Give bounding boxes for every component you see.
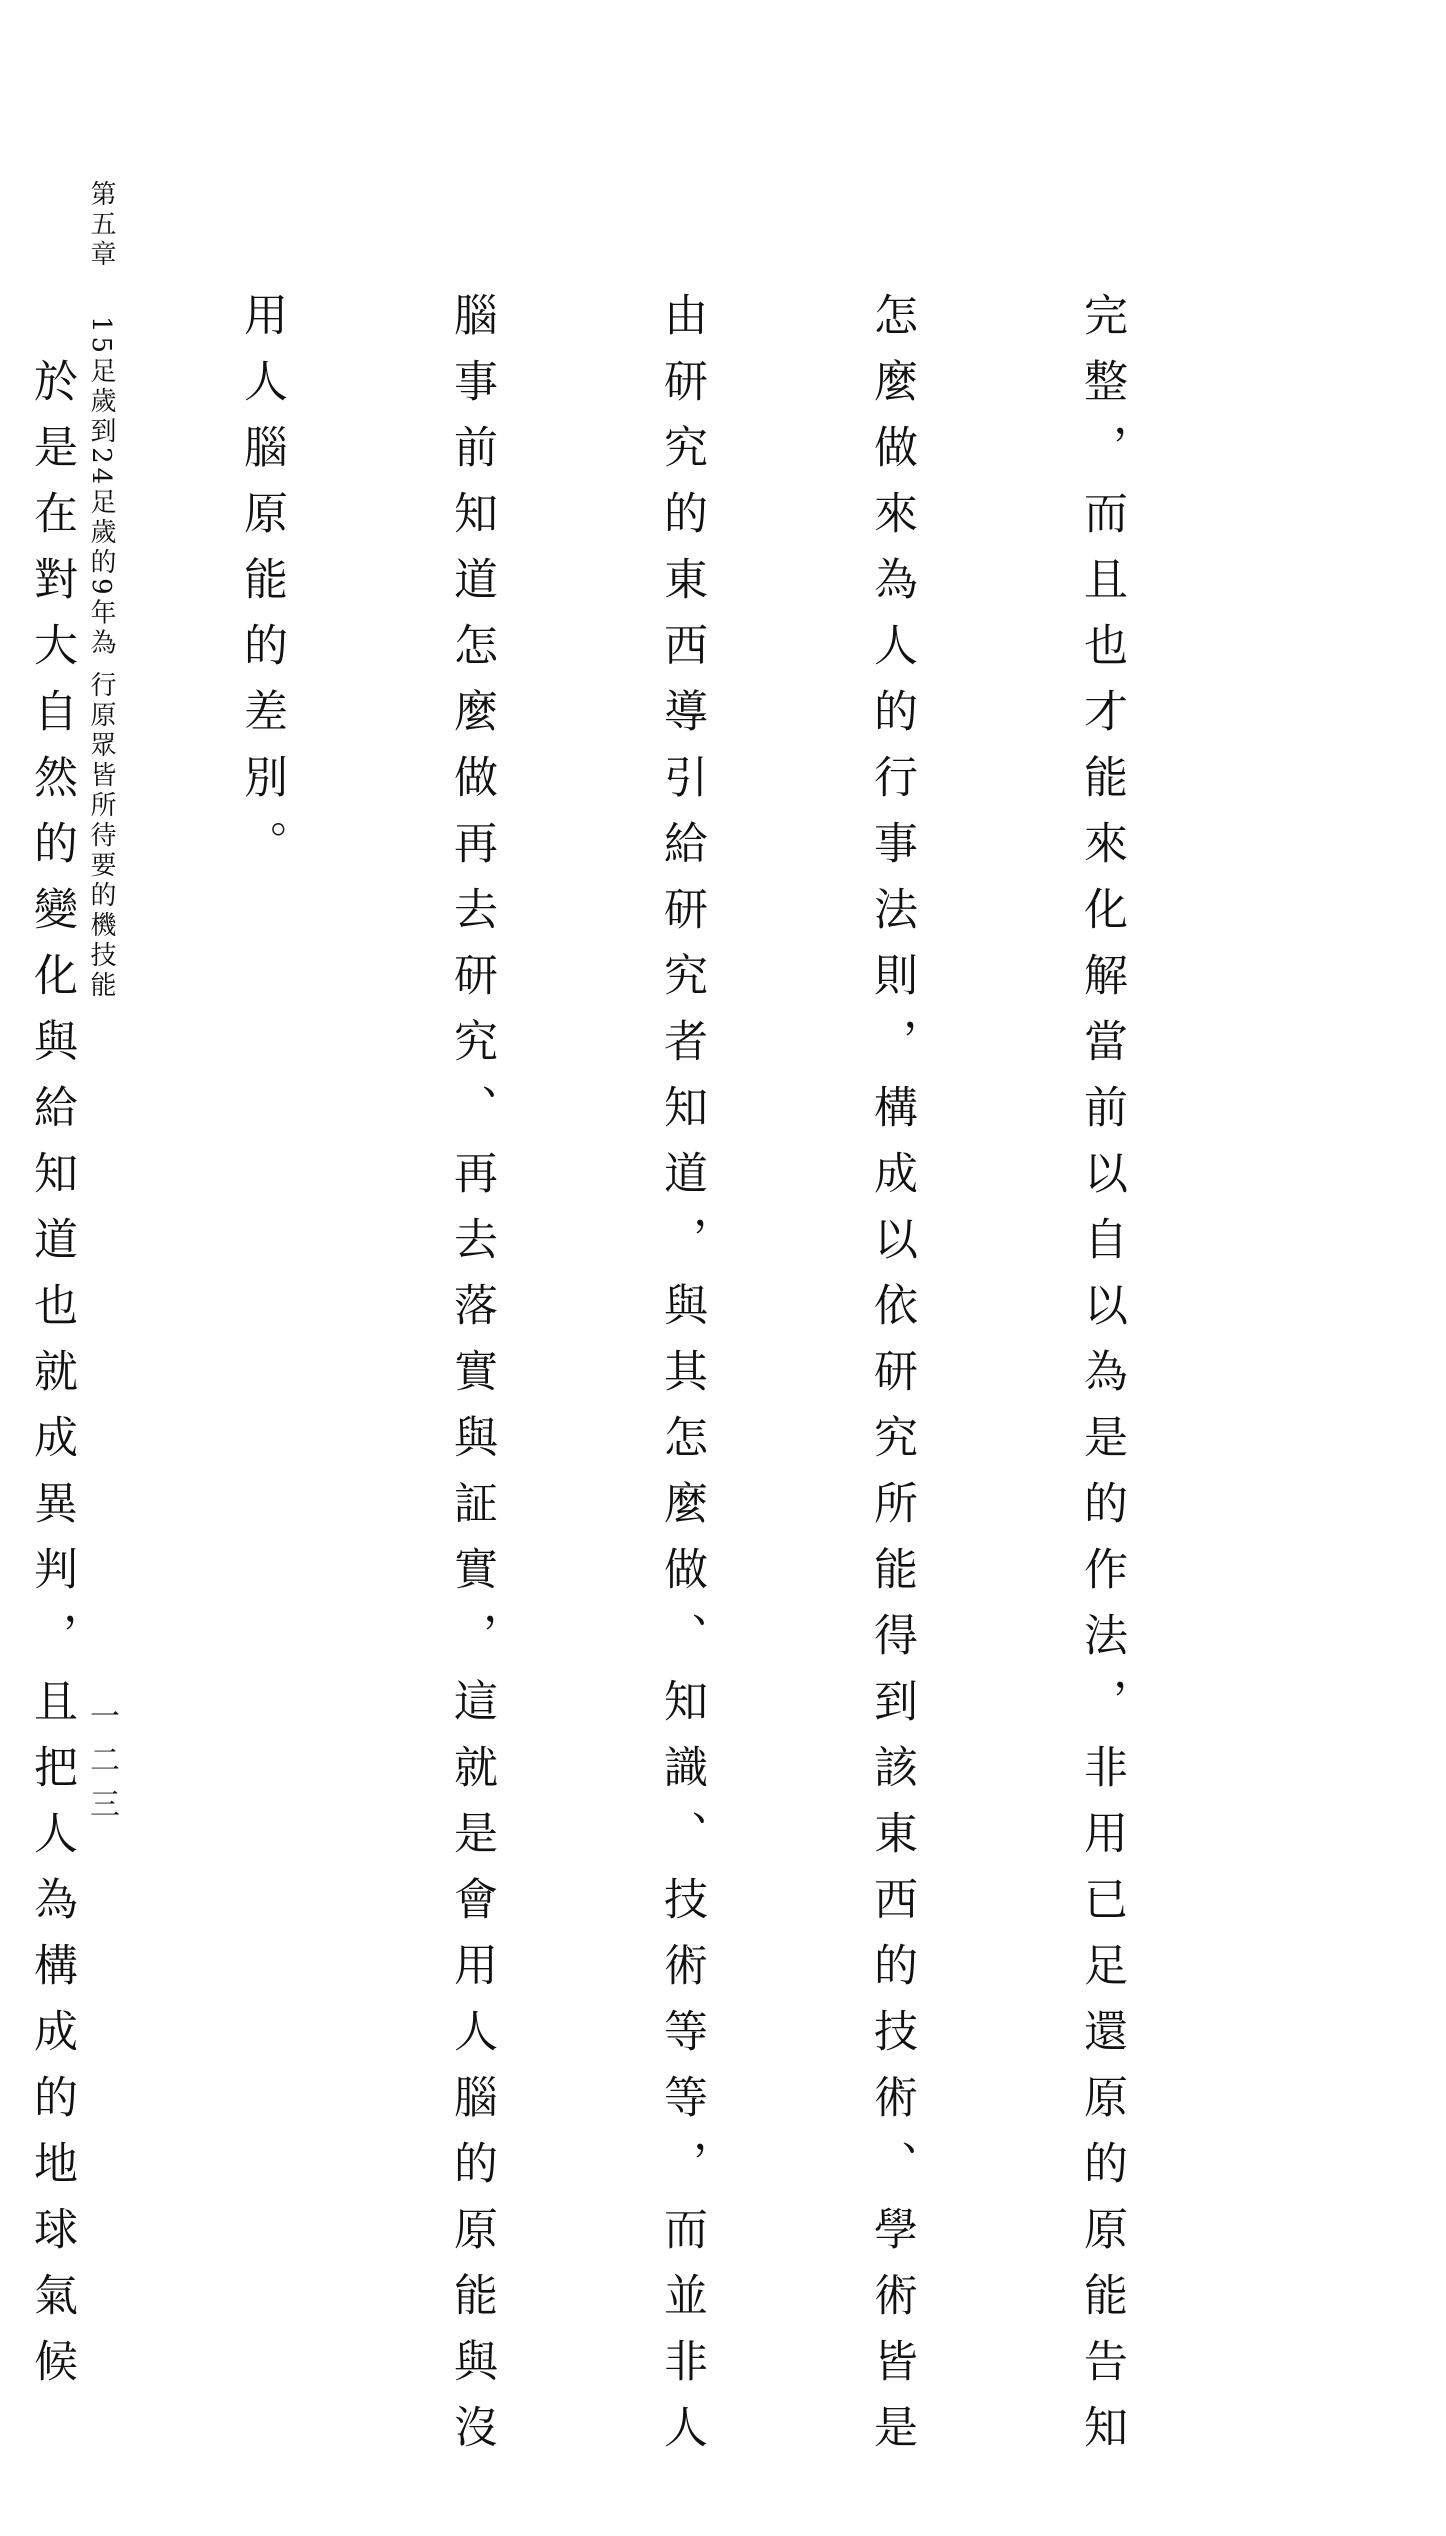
text-column: 怎麼做來為人的行事法則，構成以依研究所能得到該東西的技術、學術皆是	[866, 292, 917, 2470]
text-column: 腦事前知道怎麼做再去研究、再去落實與証實，這就是會用人腦的原能與沒	[446, 292, 497, 2470]
text-column: 用人腦原能的差別。	[236, 292, 287, 886]
text-column: 於是在對大自然的變化與給知道也就成異判，且把人為構成的地球氣候	[26, 292, 77, 2404]
body-text	[0, 292, 1276, 2470]
chapter-label: 第五章	[86, 180, 116, 270]
text-column: 完整，而且也才能來化解當前以自以為是的作法，非用已足還原的原能告知	[1076, 292, 1127, 2470]
page-number: 一二三	[84, 1700, 119, 1832]
text-column: 由研究的東西導引給研究者知道，與其怎麼做、知識、技術等等，而並非人	[656, 292, 707, 2470]
chapter-title: 15足歲到24足歲的9年為 行原眾皆所待要的機技能	[86, 316, 116, 1001]
